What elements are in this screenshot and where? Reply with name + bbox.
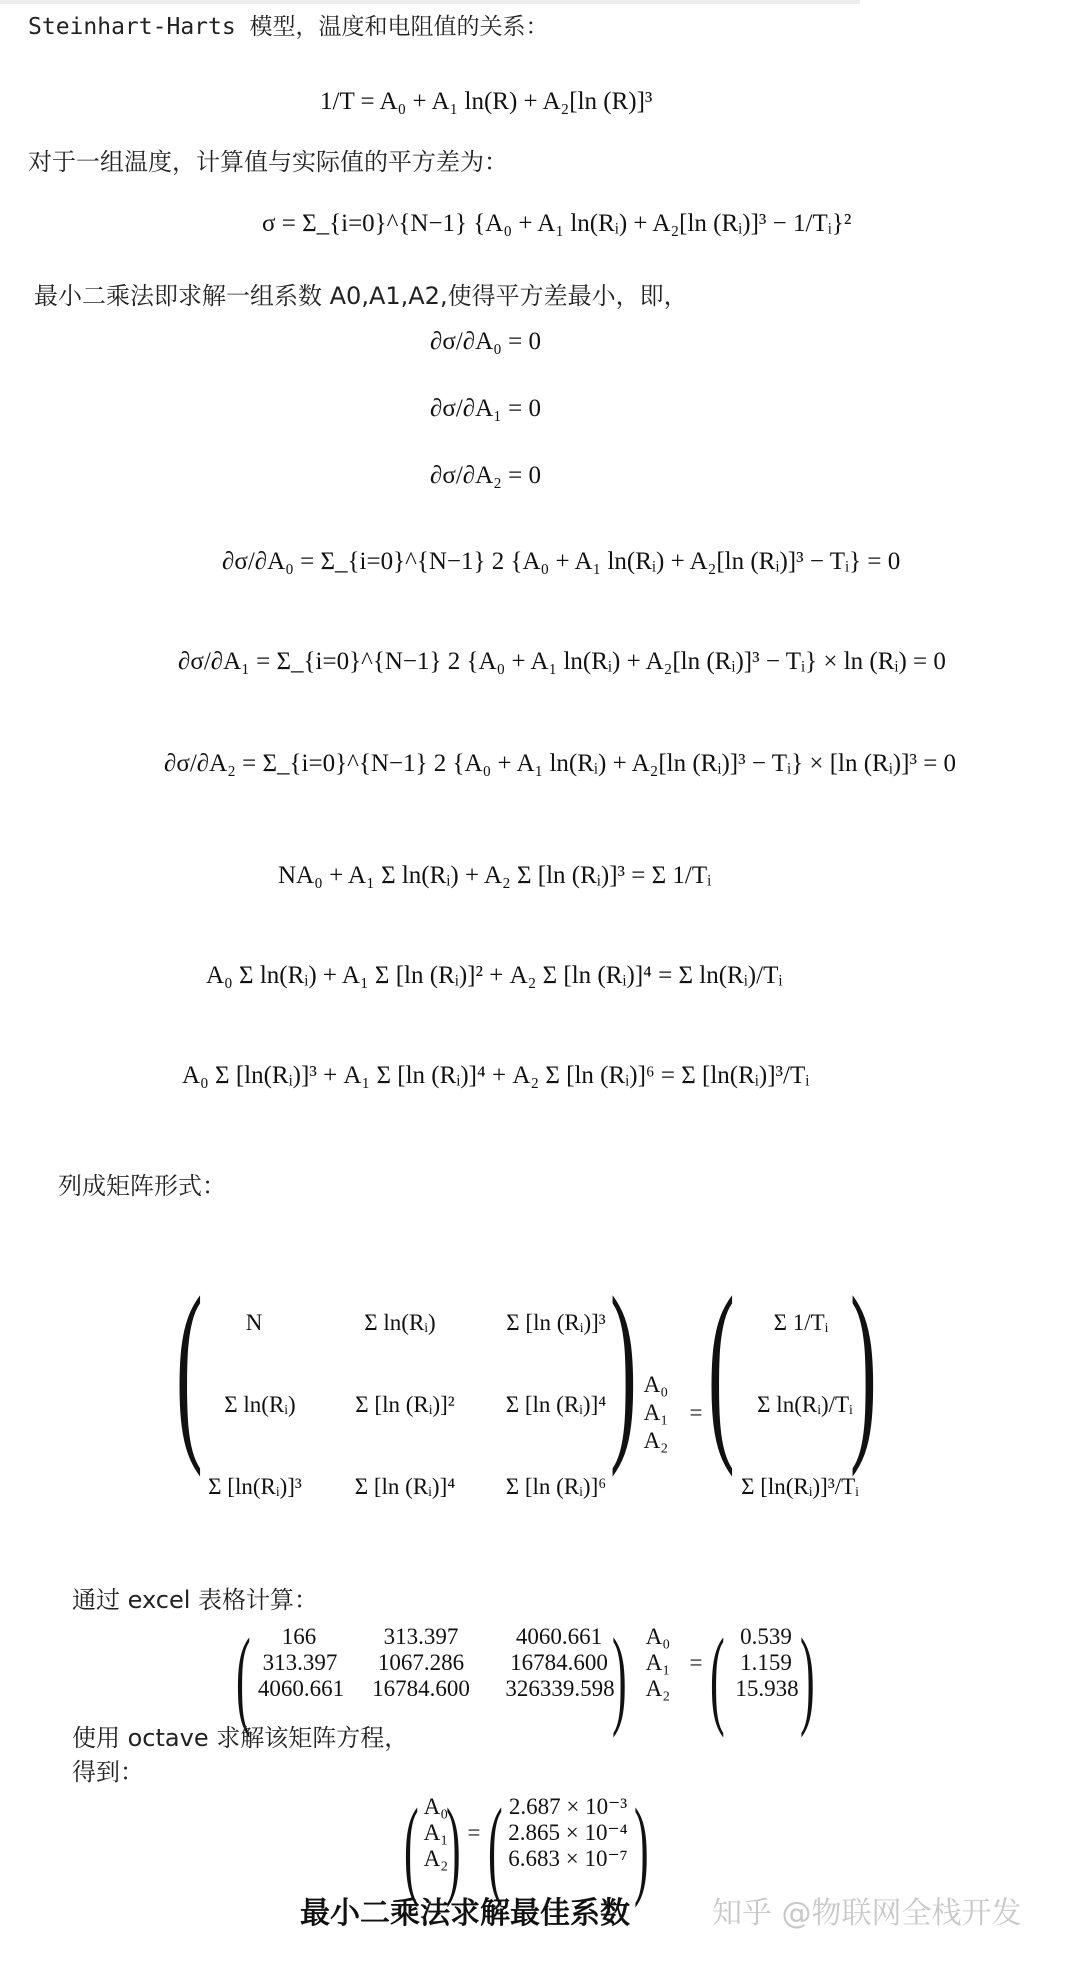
num-cell: 1067.286 xyxy=(377,1650,465,1675)
num-cell: 313.397 xyxy=(262,1650,338,1675)
matrix-cell: Σ [ln(Rᵢ)]³ xyxy=(208,1474,302,1499)
right-paren: ) xyxy=(610,1257,637,1478)
num-cell: 166 xyxy=(281,1624,317,1649)
equation-d1: ∂σ/∂A₁ = 0 xyxy=(430,395,541,422)
rhs-right-paren: ) xyxy=(850,1257,877,1478)
equals-sign: = xyxy=(689,1400,703,1425)
rhs-cell: Σ 1/Tᵢ xyxy=(773,1310,829,1335)
matrix-cell: Σ [ln (Rᵢ)]² xyxy=(355,1392,455,1417)
least-squares-text: 最小二乘法即求解一组系数 A0,A1,A2,使得平方差最小，即， xyxy=(34,282,688,310)
equation-d0: ∂σ/∂A₀ = 0 xyxy=(430,328,541,355)
num-equals: = xyxy=(689,1650,703,1675)
equation-partial-1: ∂σ/∂A₁ = Σ_{i=0}^{N−1} 2 {A₀ + A₁ ln(Rᵢ) + A₂[ln (Rᵢ)]³ − Tᵢ} × ln (Rᵢ) = 0 xyxy=(178,648,946,675)
equation-normal-0: NA₀ + A₁ Σ ln(Rᵢ) + A₂ Σ [ln (Rᵢ)]³ = Σ 1/Tᵢ xyxy=(278,862,712,889)
num-rhs-right-paren: ) xyxy=(800,1616,815,1738)
equation-normal-2: A₀ Σ [ln(Rᵢ)]³ + A₁ Σ [ln (Rᵢ)]⁴ + A₂ Σ [ln (Rᵢ)]⁶ = Σ [ln(Rᵢ)]³/Tᵢ xyxy=(182,1062,810,1089)
num-cell: 16784.600 xyxy=(372,1676,470,1701)
res-val: 6.683 × 10⁻⁷ xyxy=(508,1846,628,1871)
watermark: 知乎 @物联网全栈开发 xyxy=(712,1896,1022,1931)
res-vals-right-paren: ) xyxy=(634,1786,649,1908)
matrix-cell: Σ [ln (Rᵢ)]³ xyxy=(506,1310,606,1335)
num-var-a0: A₀ xyxy=(645,1624,671,1649)
res-equals: = xyxy=(467,1820,481,1845)
matrix-cell: Σ [ln (Rᵢ)]⁴ xyxy=(354,1474,456,1499)
var-a2: A₂ xyxy=(643,1428,669,1453)
var-a1: A₁ xyxy=(643,1400,669,1425)
var-a0: A₀ xyxy=(643,1372,669,1397)
rhs-cell: Σ [ln(Rᵢ)]³/Tᵢ xyxy=(741,1474,859,1499)
footer-title: 最小二乘法求解最佳系数 xyxy=(300,1896,630,1931)
matrix-cell: Σ ln(Rᵢ) xyxy=(364,1310,436,1335)
num-right-paren: ) xyxy=(612,1616,627,1738)
equation-model: 1/T = A₀ + A₁ ln(R) + A₂[ln (R)]³ xyxy=(320,88,653,115)
res-right-paren: ) xyxy=(446,1786,461,1908)
num-var-a2: A₂ xyxy=(645,1676,671,1701)
res-var: A₀ xyxy=(423,1794,449,1819)
num-cell: 326339.598 xyxy=(505,1676,615,1701)
num-left-paren: ( xyxy=(236,1616,251,1738)
res-vals-left-paren: ( xyxy=(488,1786,503,1908)
num-cell: 4060.661 xyxy=(515,1624,603,1649)
excel-text: 通过 excel 表格计算： xyxy=(72,1586,319,1614)
num-cell: 4060.661 xyxy=(257,1676,345,1701)
top-divider xyxy=(0,0,860,4)
equation-partial-0: ∂σ/∂A₀ = Σ_{i=0}^{N−1} 2 {A₀ + A₁ ln(Rᵢ) + A₂[ln (Rᵢ)]³ − Tᵢ} = 0 xyxy=(222,548,901,575)
rhs-cell: Σ ln(Rᵢ)/Tᵢ xyxy=(757,1392,853,1417)
rhs-left-paren: ( xyxy=(708,1257,735,1478)
equation-normal-1: A₀ Σ ln(Rᵢ) + A₁ Σ [ln (Rᵢ)]² + A₂ Σ [ln (Rᵢ)]⁴ = Σ ln(Rᵢ)/Tᵢ xyxy=(206,962,783,989)
num-rhs: 1.159 xyxy=(740,1650,792,1675)
num-rhs-left-paren: ( xyxy=(710,1616,725,1738)
equation-sigma: σ = Σ_{i=0}^{N−1} {A₀ + A₁ ln(Rᵢ) + A₂[ln (Rᵢ)]³ − 1/Tᵢ}² xyxy=(262,210,852,237)
res-val: 2.687 × 10⁻³ xyxy=(508,1794,628,1819)
squared-error-text: 对于一组温度，计算值与实际值的平方差为： xyxy=(28,148,508,176)
octave-text: 使用 octave 求解该矩阵方程， xyxy=(72,1724,409,1752)
matrix-form-text: 列成矩阵形式： xyxy=(58,1172,226,1200)
result-text: 得到： xyxy=(72,1758,144,1786)
matrix-cell: N xyxy=(245,1310,263,1335)
num-cell: 313.397 xyxy=(383,1624,459,1649)
num-var-a1: A₁ xyxy=(645,1650,671,1675)
matrix-cell: Σ [ln (Rᵢ)]⁶ xyxy=(505,1474,607,1499)
matrix-cell: Σ ln(Rᵢ) xyxy=(224,1392,296,1417)
left-paren: ( xyxy=(176,1257,203,1478)
num-rhs: 0.539 xyxy=(740,1624,792,1649)
intro-text: Steinhart-Harts 模型，温度和电阻值的关系： xyxy=(28,14,549,40)
res-var: A₁ xyxy=(423,1820,449,1845)
equation-partial-2: ∂σ/∂A₂ = Σ_{i=0}^{N−1} 2 {A₀ + A₁ ln(Rᵢ) + A₂[ln (Rᵢ)]³ − Tᵢ} × [ln (Rᵢ)]³ = 0 xyxy=(164,750,957,777)
res-var: A₂ xyxy=(423,1846,449,1871)
res-val: 2.865 × 10⁻⁴ xyxy=(508,1820,628,1845)
num-cell: 16784.600 xyxy=(510,1650,608,1675)
matrix-cell: Σ [ln (Rᵢ)]⁴ xyxy=(505,1392,607,1417)
equation-d2: ∂σ/∂A₂ = 0 xyxy=(430,462,541,489)
num-rhs: 15.938 xyxy=(735,1676,799,1701)
res-left-paren: ( xyxy=(404,1786,419,1908)
